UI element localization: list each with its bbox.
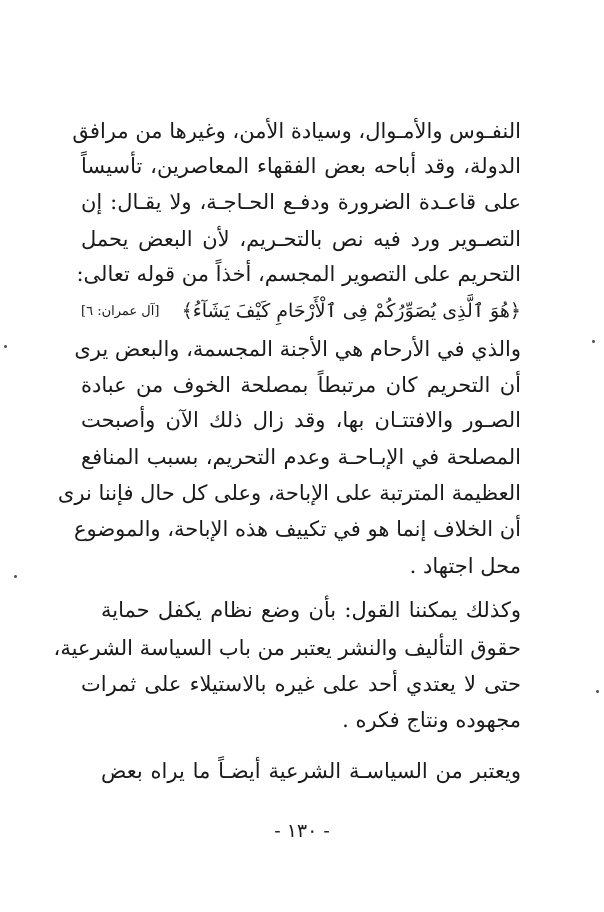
scan-mark [596,690,599,693]
text-line: الدولة، وقد أباحه بعض الفقهاء المعاصرين، تأسيساً [81,154,521,178]
text-line: ويعتبر من السياسـة الشرعية أيضـاً ما يراه بعض [101,759,521,783]
text-line: العظيمة المترتبة على الإباحة، وعلى كل حال فإننا نرى [57,481,521,505]
text-line: التحريم على التصوير المجسم، أخذاً من قوله تعالى: [76,262,521,286]
scan-mark [4,345,7,348]
quran-verse-row [81,296,521,326]
text-line: النفـوس والأمـوال، وسيادة الأمن، وغيرها من مرافق [72,119,521,143]
text-line: مجهوده ونتاج فكره . [342,708,521,732]
scan-mark [592,340,595,343]
scan-mark [14,575,17,578]
verse-citation: [آل عمران: ٦] [81,303,160,319]
text-line: وكذلك يمكننا القول: بأن وضع نظام يكفل حماية [101,598,521,622]
text-line: على قاعـدة الضرورة ودفـع الحـاجـة، ولا يقـال: إن [81,190,521,214]
text-line: المصلحة في الإبـاحـة وعدم التحريم، بسبب المنافع [81,445,521,469]
text-line: والذي في الأرحام هي الأجنة المجسمة، والبعض يرى [74,337,521,361]
text-line: أن التحريم كان مرتبطاً بمصلحة الخوف من عبادة [81,373,521,397]
page-number: - ١٣٠ - [274,820,330,842]
text-line: الصـور والافتتـان بها، وقد زال ذلك الآن وأصبحت [81,408,521,432]
quran-verse: ﴿هُوَ ٱلَّذِى يُصَوِّرُكُمْ فِى ٱلْأَرْحَامِ كَيْفَ يَشَآءُ﴾ [181,300,521,322]
text-line: أن الخلاف إنما هو في تكييف هذه الإباحة، والموضوع [73,517,521,541]
text-line: حتى لا يعتدي أحد على غيره بالاستيلاء على ثمرات [81,672,521,696]
text-line: التصـوير ورد فيه نص بالتحـريم، لأن البعض يحمل [81,227,521,251]
text-line: محل اجتهاد . [409,554,521,578]
text-line: حقوق التأليف والنشر يعتبر من باب السياسة الشرعية، [53,636,521,660]
